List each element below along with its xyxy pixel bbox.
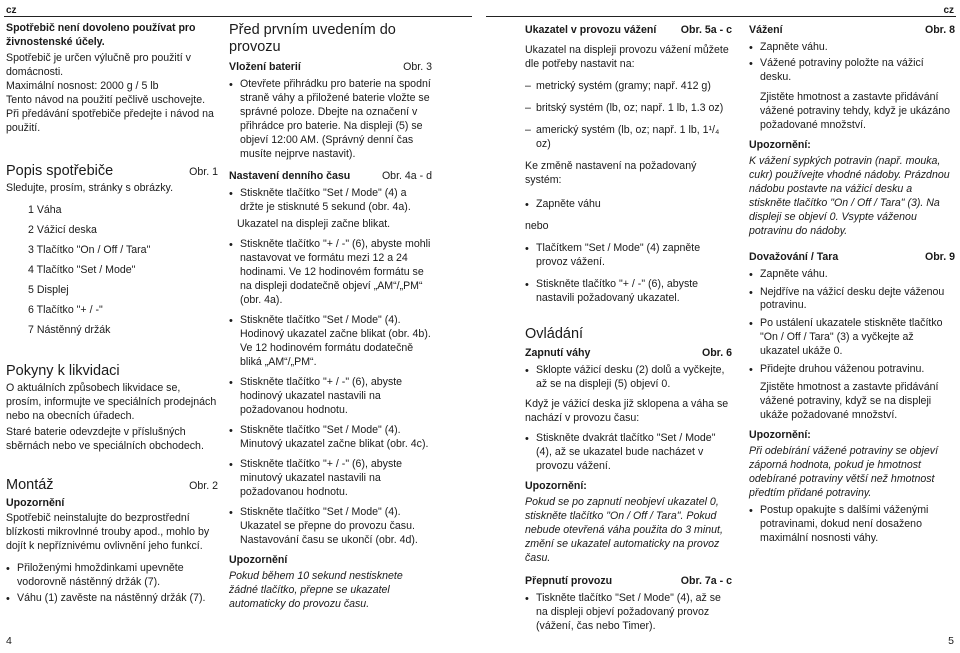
heading-text: Ukazatel v provozu vážení [525, 24, 657, 36]
list-item: • Sklopte vážicí desku (2) dolů a vyčkejte, až se na displeji (5) objeví 0. [525, 364, 732, 392]
heading-text: Vložení baterií [229, 60, 301, 73]
list-item: • Tlačítkem "Set / Mode" (4) zapněte provoz vážení. [525, 242, 732, 270]
list-item: • Přidejte druhou váženou potravinu. [749, 363, 955, 377]
figure-ref: Obr. 2 [189, 480, 218, 493]
list-item: • Vážené potraviny položte na vážicí desku. [749, 57, 955, 85]
heading-text: Ovládání [525, 325, 584, 342]
heading-text: Zapnutí váhy [525, 346, 591, 359]
figure-ref: Obr. 8 [924, 24, 955, 36]
figure-ref: Obr. 6 [701, 346, 732, 359]
bullet-list [525, 242, 732, 306]
column-2 [229, 22, 432, 614]
warning-label: Upozornění [229, 553, 288, 566]
section-heading-prvni [229, 22, 432, 57]
bullet-list [749, 41, 955, 85]
warning-text: K vážení sypkých potravin (např. mouka, cukr) používejte vhodné nádoby. Prázdnou nádobu postavte na vážicí desku a stiskněte tlačítko "On / Off / Tara" (3). Na displeji se objeví 0. Vsypte váženou potravinu do nádoby. [749, 154, 950, 237]
subheading-prepnuti [525, 575, 732, 589]
list-item: • Zapněte váhu. [749, 268, 955, 282]
list-item: • Přiloženými hmoždinkami upevněte vodorovně nástěnný držák (7). [6, 562, 218, 590]
list-item: 7 Nástěnný držák [28, 323, 111, 336]
list-item: • Po ustálení ukazatele stiskněte tlačítko "On / Off / Tara" (3) a vyčkejte až ukazatel ukáže 0. [749, 317, 955, 359]
bullet-list [749, 268, 955, 378]
page-number-left: 4 [6, 635, 12, 648]
heading-text: Popis spotřebiče [6, 162, 114, 179]
paragraph: Když je vážicí deska již sklopena a váha se nachází v provozu času: [525, 397, 729, 424]
header-rule-right [486, 16, 956, 17]
figure-ref: Obr. 3 [403, 60, 432, 73]
subheading-vazeni [749, 24, 955, 38]
subheading-cas [229, 170, 432, 184]
warning-text: Pokud se po zapnutí neobjeví ukazatel 0, stiskněte tlačítko "On / Off / Tara". Pokud nebude otevřená váha použita do 3 minut, změní se ukazatel automaticky na provoz času. [525, 495, 723, 564]
list-item: • Tiskněte tlačítko "Set / Mode" (4), až se na displeji objeví požadovaný provoz (vážení, čas nebo Timer). [525, 592, 732, 634]
heading-text: Nastavení denního času [229, 169, 351, 182]
list-item: • Stiskněte dvakrát tlačítko "Set / Mode" (4), až se ukazatel bude nacházet v provozu vážení. [525, 432, 732, 474]
bullet-list [525, 198, 732, 212]
paragraph: Staré baterie odevzdejte v příslušných sběrnách nebo ve speciálních obchodech. [6, 426, 204, 453]
figure-ref: Obr. 7a - c [680, 575, 732, 588]
intro-line: Spotřebič je určen výlučně pro použití v domácnosti. [6, 51, 191, 78]
subheading-ukazatel [525, 24, 732, 38]
list-item: • Stiskněte tlačítko "+ / -" (6), abyste minutový ukazatel nastavili na požadovanou hodnotu. [229, 458, 432, 500]
list-item: 6 Tlačítko "+ / -" [28, 303, 103, 316]
warning-label: Upozornění: [749, 138, 811, 151]
section-heading-ovladani [525, 326, 732, 343]
list-item: • Stiskněte tlačítko "Set / Mode" (4). Hodinový ukazatel začne blikat (obr. 4b). Ve 12 hodinovém formátu dodatečně bliká „AM“/„PM“. [229, 314, 432, 370]
column-4 [749, 22, 955, 550]
list-item: – metrický systém (gramy; např. 412 g) [525, 80, 732, 94]
paragraph: Ukazatel na displeji začne blikat. [237, 218, 391, 231]
intro-line: Tento návod na použití pečlivě uschovejte. [6, 93, 206, 106]
subheading-vlozeni [229, 61, 432, 75]
bullet-list [749, 504, 955, 546]
subheading-tara [749, 251, 955, 265]
warning-label: Upozornění: [525, 479, 587, 492]
list-item: • Stiskněte tlačítko "+ / -" (6), abyste hodinový ukazatel nastavili na požadovanou hodnotu. [229, 376, 432, 418]
language-tag-left: cz [6, 5, 17, 16]
list-item: 2 Vážicí deska [28, 224, 97, 237]
list-item: 3 Tlačítko "On / Off / Tara" [28, 244, 151, 257]
list-item: 1 Váha [28, 204, 62, 217]
paragraph: Zjistěte hmotnost a zastavte přidávání vážené potraviny, když se na displeji ukáže požadované množství. [760, 381, 939, 422]
intro-line: Spotřebič není dovoleno používat pro živnostenské účely. [6, 22, 196, 48]
list-item: • Stiskněte tlačítko "Set / Mode" (4). Minutový ukazatel začne blikat (obr. 4c). [229, 424, 432, 452]
bullet-list [229, 187, 432, 215]
bullet-list [229, 78, 432, 162]
warning-text: Pokud během 10 sekund nestisknete žádné tlačítko, přepne se ukazatel automaticky do provozu času. [229, 569, 403, 610]
list-item: • Zapněte váhu. [749, 41, 955, 55]
bullet-list [525, 592, 732, 634]
paragraph: O aktuálních způsobech likvidace se, prosím, informujte ve speciálních prodejnách nebo na obecních úřadech. [6, 382, 217, 423]
heading-text: Dovažování / Tara [749, 250, 839, 263]
list-item: • Stiskněte tlačítko "+ / -" (6), abyste mohli nastavovat ve formátu mezi 12 a 24 hodinami. Ve 12 hodinovém formátu se na displeji dodatečně objeví „AM“/„PM“ (obr. 4a). [229, 238, 432, 308]
intro-line: Při předávání spotřebiče předejte i návod na použití. [6, 107, 214, 134]
popis-subtitle: Sledujte, prosím, stránky s obrázky. [6, 182, 174, 195]
list-item: • Stiskněte tlačítko "Set / Mode" (4). Ukazatel se přepne do provozu času. Nastavování času se ukončí (obr. 4d). [229, 506, 432, 548]
heading-text: Montáž [6, 477, 54, 494]
heading-text: Přepnutí provozu [525, 575, 613, 588]
list-item: – britský systém (lb, oz; např. 1 lb, 1.3 oz) [525, 102, 732, 116]
list-item: 4 Tlačítko "Set / Mode" [28, 264, 136, 277]
paragraph: Ke změně nastavení na požadovaný systém: [525, 159, 697, 186]
warning-text: Při odebírání vážené potraviny se objeví záporná hodnota, pokud je hmotnost odebírané potraviny větší než hmotnost předtím přidané potraviny. [749, 445, 939, 500]
section-heading-popis [6, 163, 218, 180]
list-item: • Váhu (1) zavěste na nástěnný držák (7). [6, 592, 218, 606]
list-item: • Nejdříve na vážicí desku dejte váženou potravinu. [749, 286, 955, 314]
list-item: – americký systém (lb, oz; např. 1 lb, 1¹/₄ oz) [525, 124, 732, 152]
page-number-right: 5 [948, 635, 954, 648]
warning-label: Upozornění: [749, 429, 811, 442]
intro-line: Maximální nosnost: 2000 g / 5 lb [6, 79, 159, 92]
language-tag-right: cz [943, 5, 954, 16]
bullet-list [229, 238, 432, 547]
heading-text: Pokyny k likvidaci [6, 362, 120, 379]
list-item: • Zapněte váhu [525, 198, 732, 212]
parts-list [6, 204, 218, 338]
figure-ref: Obr. 5a - c [680, 24, 732, 36]
section-heading-pokyny [6, 363, 218, 380]
list-item: • Stiskněte tlačítko "+ / -" (6), abyste nastavili požadovaný ukazatel. [525, 278, 732, 306]
paragraph: Zjistěte hmotnost a zastavte přidávání vážené potraviny tehdy, když je ukázáno požadované množství. [760, 90, 951, 131]
list-item: • Otevřete přihrádku pro baterie na spodní straně váhy a přiložené baterie vložte se správné poloze. Dbejte na označení v přihrádce pro baterie. Na displeji (5) se objeví 12:00 AM. (Správný denní čas musíte nejprve nastavit). [229, 78, 432, 162]
list-item: • Postup opakujte s dalšími váženými potravinami, dokud není dosaženo maximální nosnosti váhy. [749, 504, 955, 546]
column-3 [525, 22, 732, 638]
paragraph: Ukazatel na displeji provozu vážení můžete dle potřeby nastavit na: [525, 43, 729, 70]
paragraph: Spotřebič neinstalujte do bezprostřední blízkosti mikrovlnné trouby apod., mohlo by dojít k nepříznivému ovlivnění jeho funkcí. [6, 512, 210, 553]
figure-ref: Obr. 4a - d [381, 169, 432, 182]
intro-text [6, 22, 218, 136]
header-rule-left [4, 16, 472, 17]
warning-label: Upozornění [6, 496, 65, 509]
figure-ref: Obr. 1 [189, 165, 218, 178]
heading-text: Před prvním uvedením do provozu [229, 22, 396, 56]
bullet-list [6, 562, 218, 606]
list-item: 5 Displej [28, 283, 69, 296]
bullet-list [525, 364, 732, 392]
bullet-list [525, 432, 732, 474]
unit-list [525, 80, 732, 152]
list-item: • Stiskněte tlačítko "Set / Mode" (4) a držte je stisknuté 5 sekund (obr. 4a). [229, 187, 432, 215]
section-heading-montaz [6, 477, 218, 494]
figure-ref: Obr. 9 [924, 250, 955, 263]
heading-text: Vážení [749, 24, 783, 36]
column-1 [6, 22, 218, 610]
subheading-zapnuti [525, 347, 732, 361]
paragraph: nebo [525, 219, 549, 232]
